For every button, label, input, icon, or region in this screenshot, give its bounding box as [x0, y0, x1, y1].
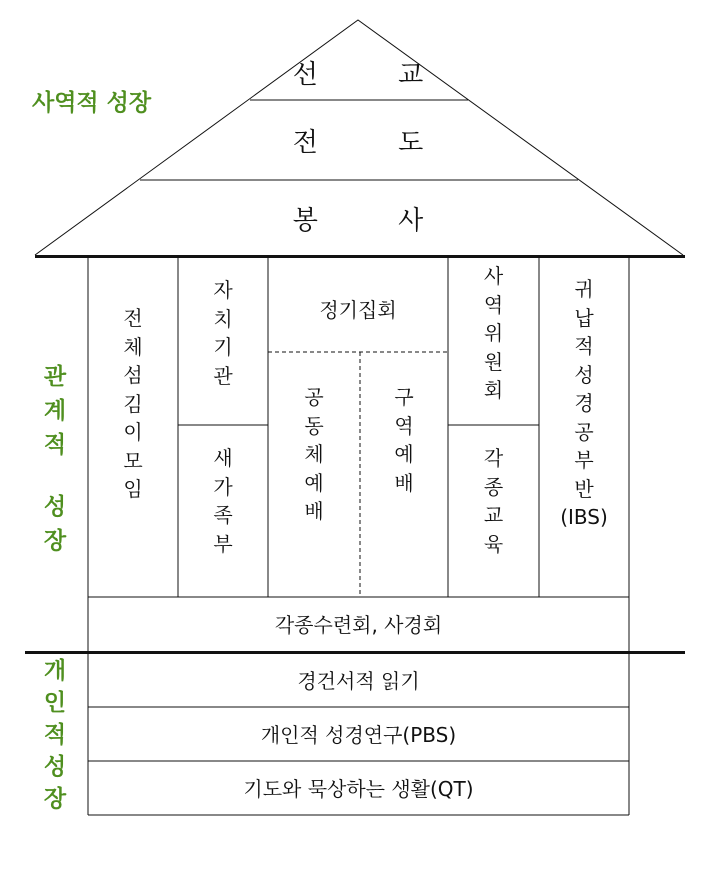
pillar-inductive-bible-study: 귀 납 적 성 경 공 부 반 (IBS) — [560, 277, 608, 529]
pillar-community-worship: 공 동 체 예 배 — [304, 385, 324, 523]
pillar-various-education: 각 종 교 육 — [483, 446, 504, 556]
roof-service: 봉 사 — [292, 206, 460, 236]
pillar-ministry-committee: 사 역 위 원 회 — [483, 264, 504, 402]
pillar-new-family: 새 가 족 부 — [213, 446, 233, 556]
foundation-reading: 경건서적 읽기 — [297, 669, 420, 693]
row-retreats: 각종수련회, 사경회 — [274, 613, 443, 637]
pillar-self-governing: 자 치 기 관 — [213, 278, 233, 388]
roof-mission: 선 교 — [292, 60, 460, 90]
label-personal-growth: 개 인 적 성 장 — [43, 658, 67, 812]
label-spiritual-growth: 사역적 성장 — [32, 90, 152, 116]
label-relational-growth-bottom: 성 장 — [43, 494, 67, 554]
foundation-qt: 기도와 묵상하는 생활(QT) — [243, 777, 474, 801]
pillar-small-group: 전 체 섬 김 이 모 임 — [123, 306, 143, 501]
pillar-district-worship: 구 역 예 배 — [394, 385, 414, 495]
roof-evangelism: 전 도 — [292, 128, 460, 158]
label-relational-growth-top: 관 계 적 — [43, 364, 67, 458]
pillar-regular-meeting: 정기집회 — [319, 298, 397, 322]
foundation-pbs: 개인적 성경연구(PBS) — [260, 723, 457, 747]
